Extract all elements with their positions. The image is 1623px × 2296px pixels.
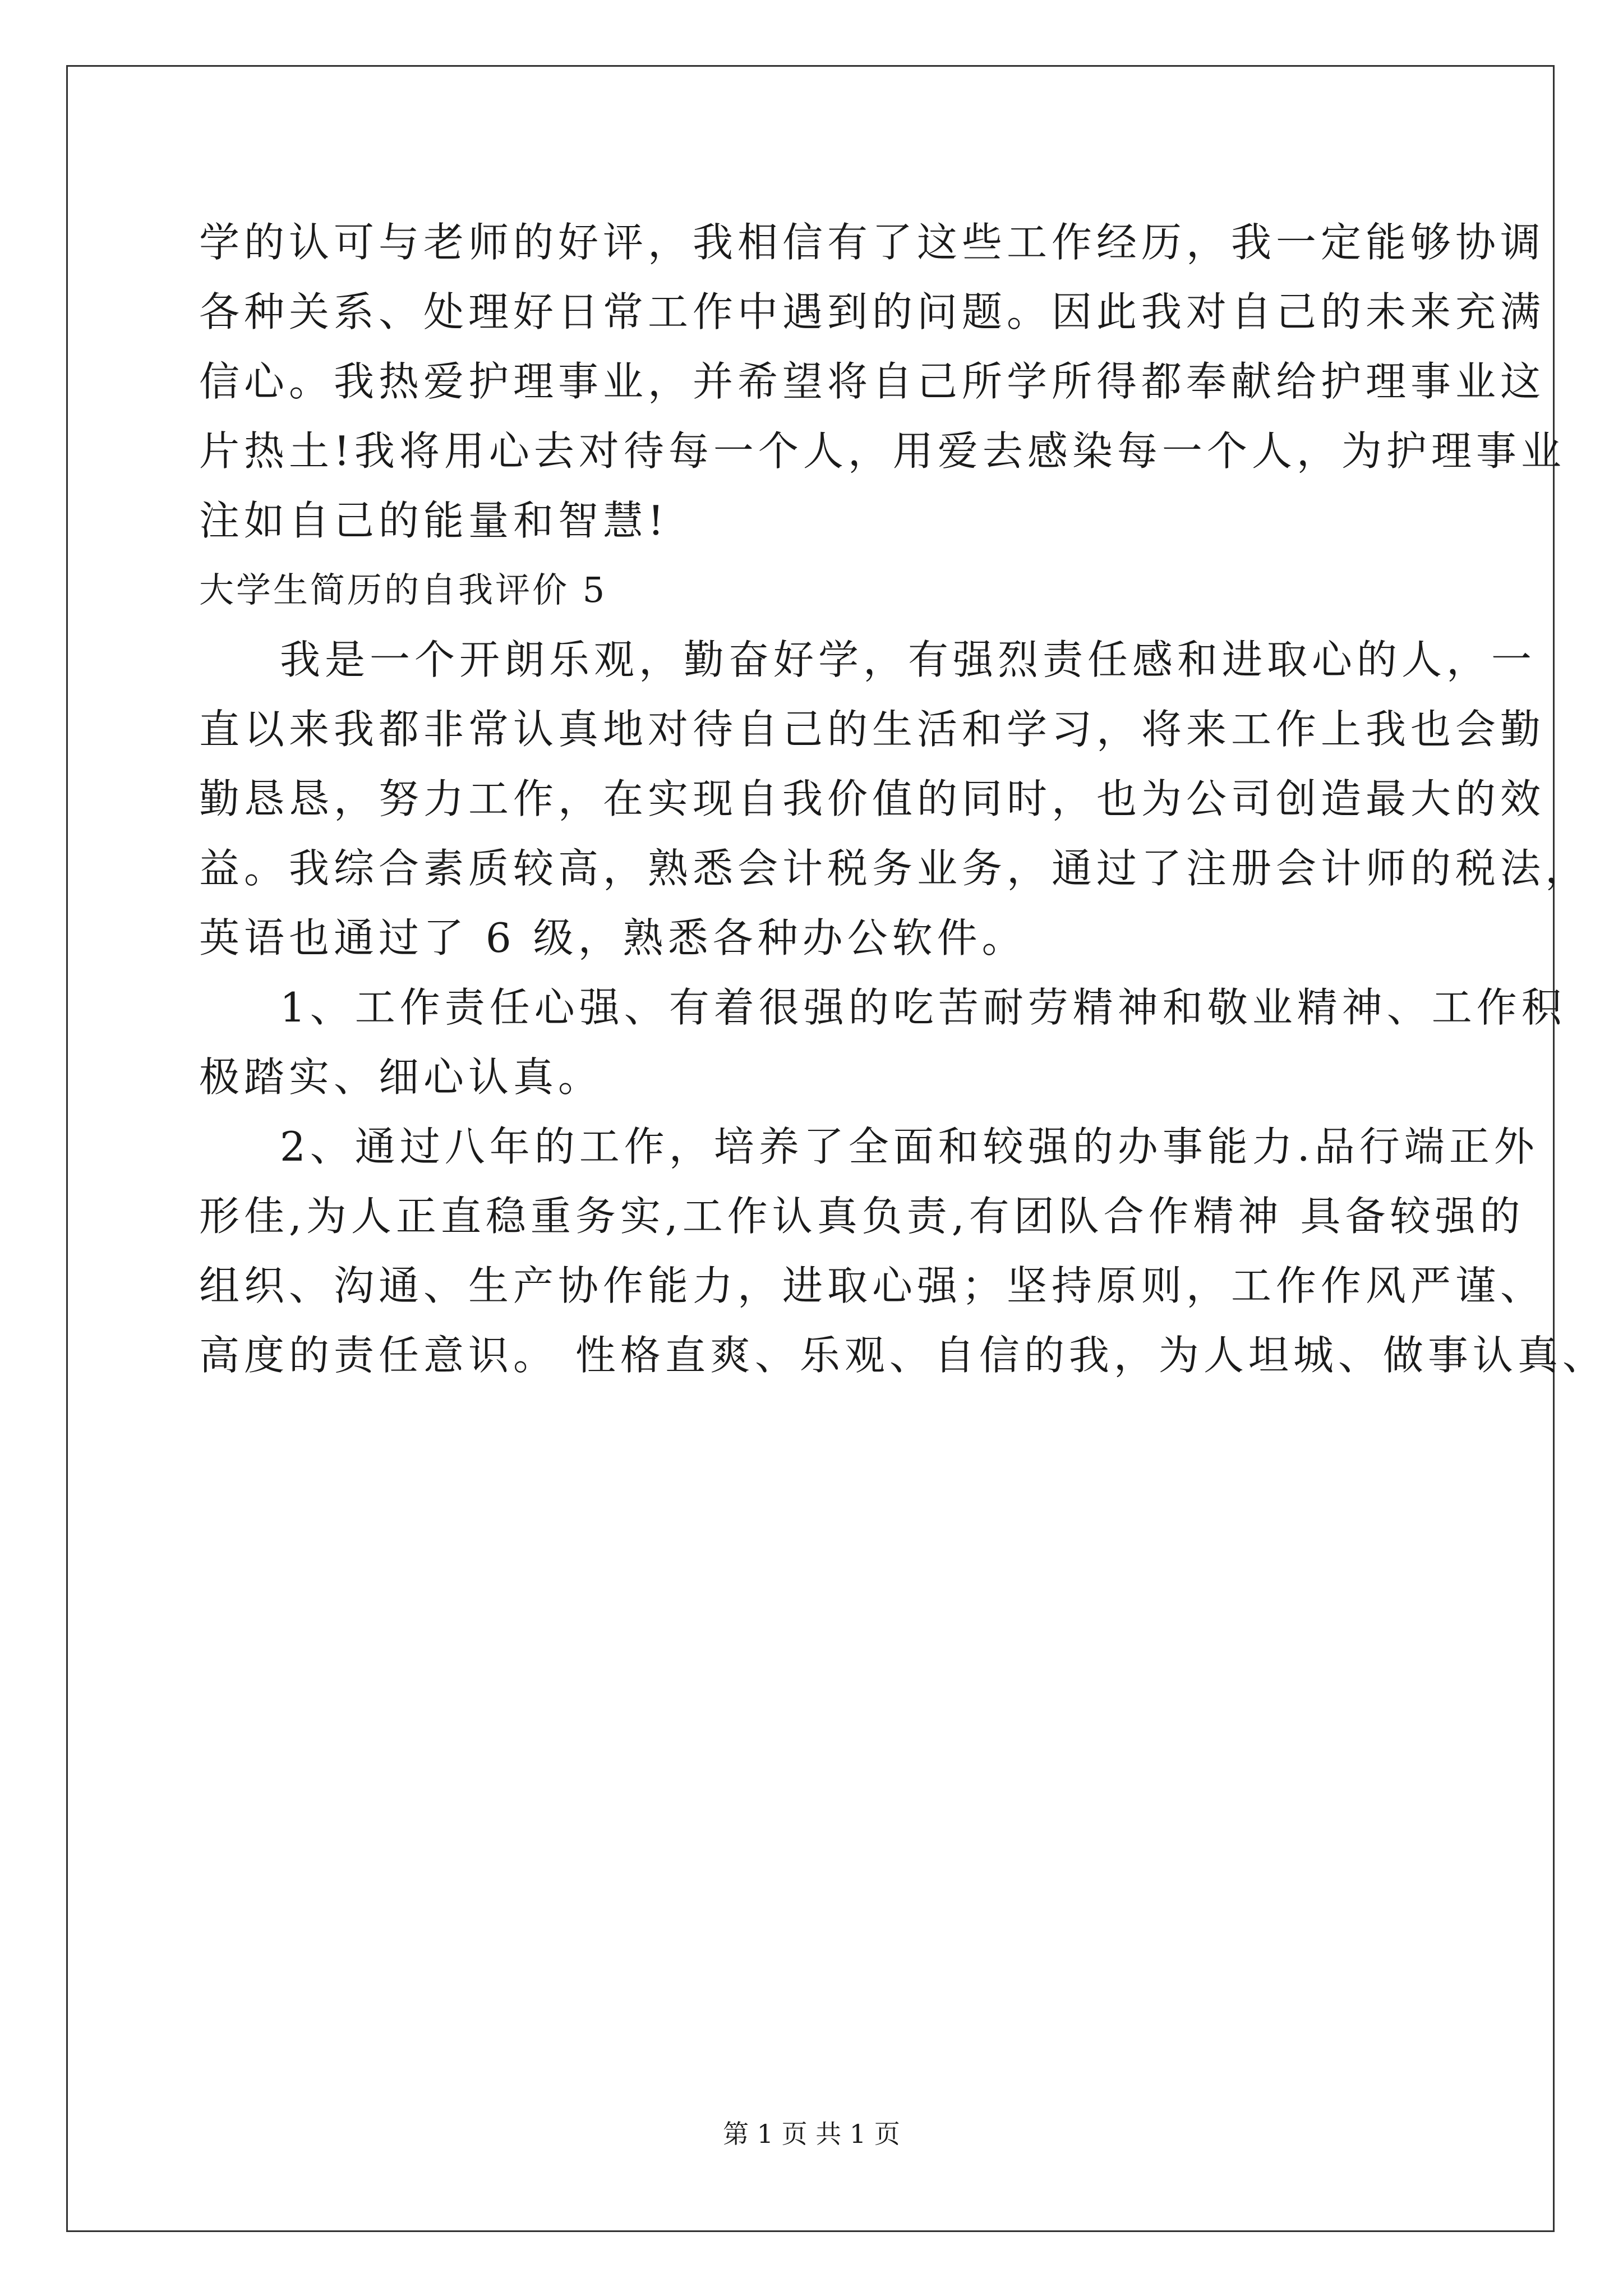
- text-line: 片热土!我将用心去对待每一个人，用爱去感染每一个人，为护理事业: [199, 427, 1566, 475]
- page-footer: 第 1 页 共 1 页: [723, 2119, 900, 2149]
- text-line: 高度的责任意识。 性格直爽、乐观、自信的我，为人坦城、做事认真、: [199, 1332, 1607, 1379]
- text-line: 信心。我热爱护理事业，并希望将自己所学所得都奉献给护理事业这: [199, 358, 1546, 405]
- text-line: 2、通过八年的工作，培养了全面和较强的办事能力.品行端正外: [280, 1123, 1539, 1170]
- text-line: 学的认可与老师的好评，我相信有了这些工作经历，我一定能够协调: [199, 219, 1546, 266]
- text-line: 形佳,为人正直稳重务实,工作认真负责,有团队合作精神 具备较强的: [199, 1193, 1525, 1240]
- text-line: 各种关系、处理好日常工作中遇到的问题。因此我对自己的未来充满: [199, 288, 1546, 335]
- text-line: 我是一个开朗乐观，勤奋好学，有强烈责任感和进取心的人，一: [280, 636, 1537, 683]
- text-line: 极踏实、细心认真。: [199, 1053, 603, 1101]
- section-heading: 大学生简历的自我评价 5: [199, 569, 607, 610]
- text-line: 英语也通过了 6 级，熟悉各种办公软件。: [199, 914, 1027, 961]
- text-line: 直以来我都非常认真地对待自己的生活和学习，将来工作上我也会勤: [199, 706, 1546, 753]
- text-line: 注如自己的能量和智慧!: [199, 497, 668, 544]
- text-line: 组织、沟通、生产协作能力，进取心强；坚持原则，工作作风严谨、: [199, 1262, 1546, 1309]
- text-line: 1、工作责任心强、有着很强的吃苦耐劳精神和敬业精神、工作积: [280, 984, 1566, 1031]
- document-body: [199, 208, 1607, 1390]
- text-line: 益。我综合素质较高，熟悉会计税务业务，通过了注册会计师的税法，: [199, 845, 1590, 892]
- text-line: 勤恳恳，努力工作，在实现自我价值的同时，也为公司创造最大的效: [199, 775, 1546, 822]
